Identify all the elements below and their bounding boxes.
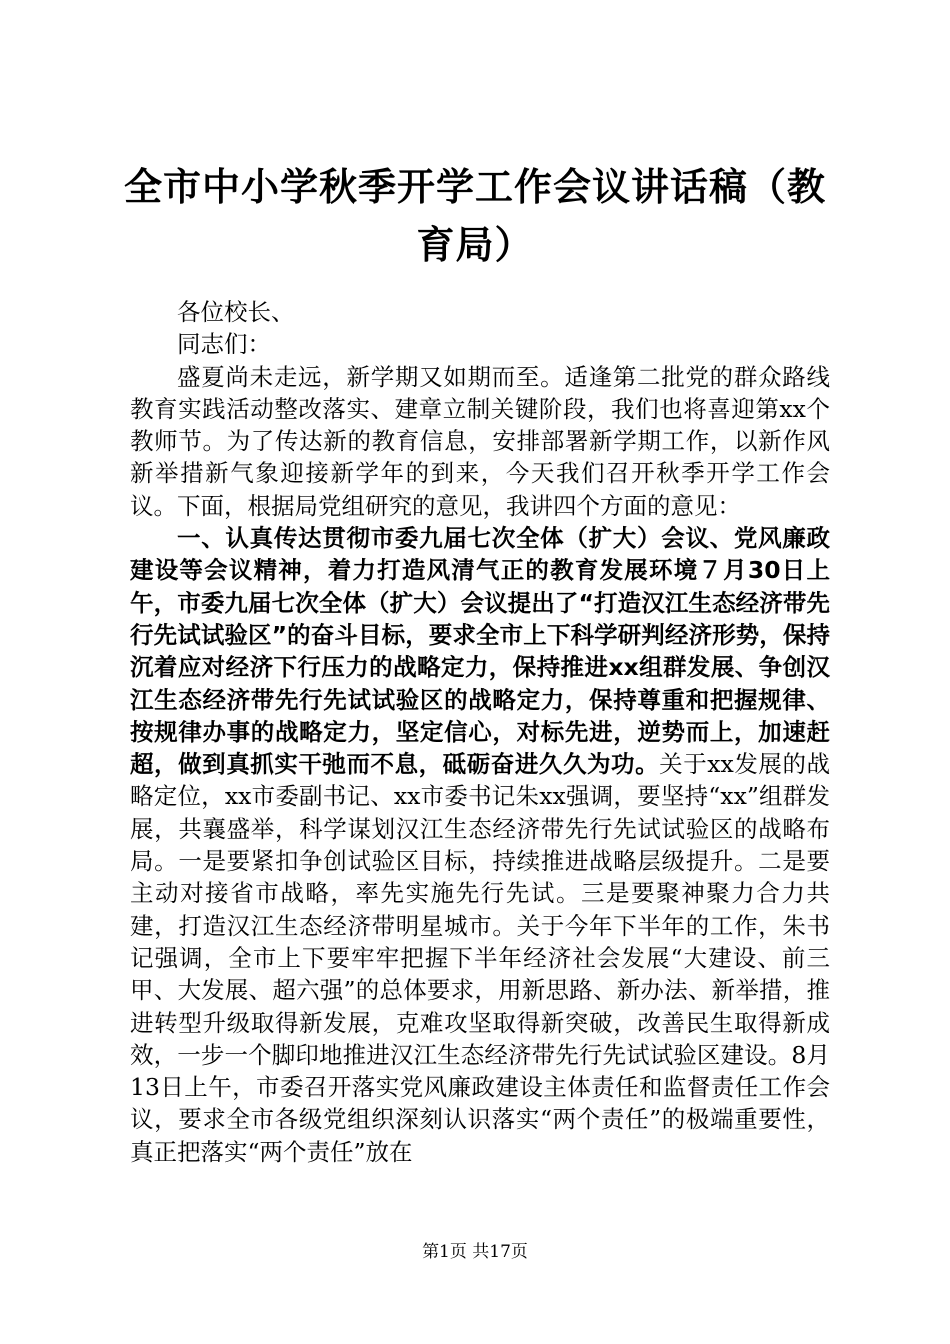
section-1-paragraph xyxy=(130,522,830,1168)
section-1-text: 关于xx发展的战略定位，xx市委副书记、xx市委书记朱xx强调，要坚持“xx”组群发展，共襄盛举，科学谋划汉江生态经济带先行先试试验区的战略布局。一是要紧扣争创试验区目标，持续推进战略层级提升。二是要主动对接省市战略，率先实施先行先试。三是要聚神聚力合力共建，打造汉江生态经济带明星城市。关于今年下半年的工作，朱书记强调，全市上下要牢牢把握下半年经济社会发展“大建设、前三甲、大发展、超六强”的总体要求，用新思路、新办法、新举措，推进转型升级取得新发展，克难攻坚取得新突破，改善民生取得新成效，一步一个脚印地推进汉江生态经济带先行先试试验区建设。8月13日上午，市委召开落实党风廉政建设主体责任和监督责任工作会议，要求全市各级党组织深刻认识落实“两个责任”的极端重要性，真正把落实“两个责任”放在 xyxy=(130,750,830,1166)
document-body xyxy=(130,296,830,1168)
section-1-heading: 一、认真传达贯彻市委九届七次全体（扩大）会议、党风廉政建设等会议精神，着力打造风清气正的教育发展环境７月30日上午，市委九届七次全体（扩大）会议提出了“打造汉江生态经济带先行先试试验区”的奋斗目标，要求全市上下科学研判经济形势，保持沉着应对经济下行压力的战略定力，保持推进xx组群发展、争创汉江生态经济带先行先试试验区的战略定力，保持尊重和把握规律、按规律办事的战略定力，坚定信心，对标先进，逆势而上，加速赶超，做到真抓实干弛而不息，砥砺奋进久久为功。 xyxy=(130,524,830,779)
salutation-line-2: 同志们： xyxy=(177,330,271,359)
document-title: 全市中小学秋季开学工作会议讲话稿（教育局） xyxy=(123,165,826,267)
page-footer: 第1页 共17页 xyxy=(422,1242,528,1262)
intro-paragraph: 盛夏尚未走远，新学期又如期而至。适逢第二批党的群众路线教育实践活动整改落实、建章立制关键阶段，我们也将喜迎第xx个教师节。为了传达新的教育信息，安排部署新学期工作，以新作风新举措新气象迎接新学年的到来，今天我们召开秋季开学工作会议。下面，根据局党组研究的意见，我讲四个方面的意见： xyxy=(130,362,830,520)
salutation-line-1: 各位校长、 xyxy=(177,298,295,326)
